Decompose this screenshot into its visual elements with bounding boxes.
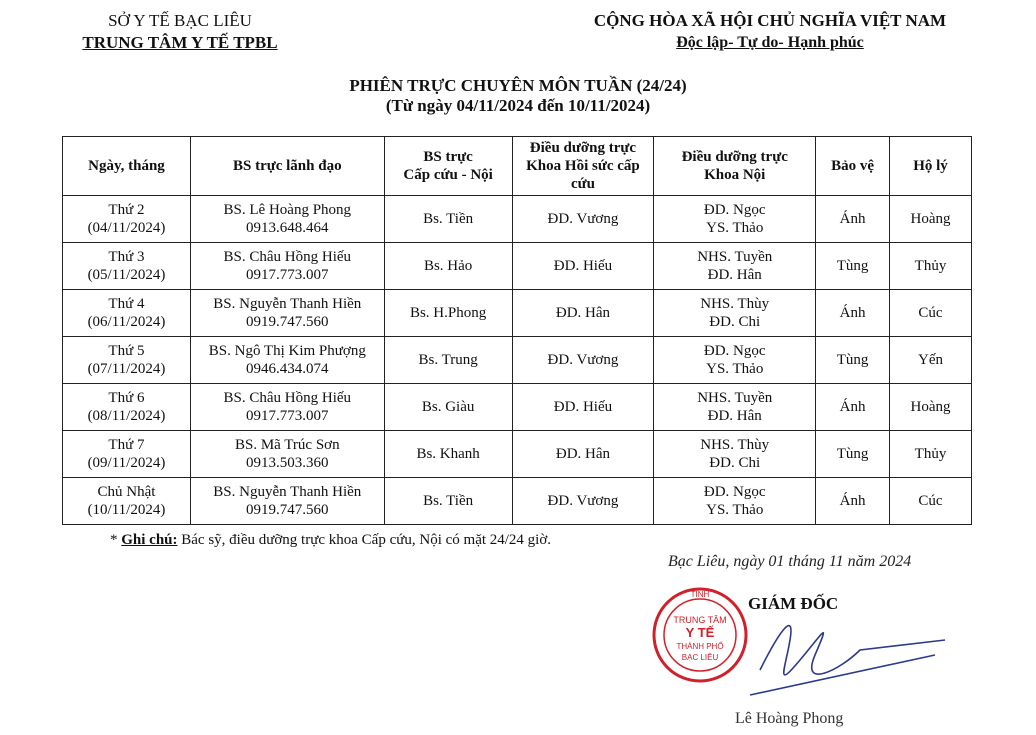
center-name: TRUNG TÂM Y TẾ TPBL (82, 33, 278, 52)
cell-text: Thứ 7 (108, 437, 145, 453)
cell-text: ĐD. Hân (707, 267, 762, 283)
cell-text: ĐD. Ngọc (703, 484, 766, 500)
cell-text: 0919.747.560 (246, 314, 329, 330)
table-row (63, 431, 972, 478)
cell-text: (10/11/2024) (87, 502, 166, 518)
cell-text: Chủ Nhật (97, 484, 156, 500)
icu-nurse-cell (512, 243, 654, 290)
document-title: PHIÊN TRỰC CHUYÊN MÔN TUẦN (24/24) (349, 76, 687, 95)
cell-text: Ánh (839, 305, 866, 321)
orderly-cell (890, 243, 972, 290)
cell-text: Yến (918, 352, 944, 368)
seal-top-text: TỈNH (690, 590, 710, 599)
cell-text: ĐD. Vương (547, 211, 619, 227)
guard-cell (816, 431, 890, 478)
cell-text: Tùng (836, 258, 869, 274)
cell-text: NHS. Tuyền (697, 390, 773, 406)
cell-text: BS. Ngô Thị Kim Phượng (208, 343, 366, 359)
column-header (384, 137, 512, 196)
nation-name: CỘNG HÒA XÃ HỘI CHỦ NGHĨA VIỆT NAM (593, 11, 947, 30)
guard-cell (816, 337, 890, 384)
table-row (63, 337, 972, 384)
guard-cell (816, 196, 890, 243)
national-header (560, 10, 980, 54)
cell-text: (06/11/2024) (87, 314, 166, 330)
table-row (63, 196, 972, 243)
leader-cell (190, 290, 384, 337)
cell-text: Cúc (918, 493, 943, 509)
cell-text: BS. Nguyễn Thanh Hiền (213, 484, 362, 500)
column-header (890, 137, 972, 196)
day-cell (63, 431, 191, 478)
internal-nurse-cell (654, 337, 816, 384)
cell-text: (07/11/2024) (87, 361, 166, 377)
cell-text: Hoàng (910, 399, 951, 415)
orderly-cell (890, 337, 972, 384)
table-header-row (63, 137, 972, 196)
day-cell (63, 290, 191, 337)
footnote-label: Ghi chú: (121, 532, 178, 548)
cell-text: ĐD. Hiếu (553, 399, 613, 415)
leader-cell (190, 431, 384, 478)
cell-text: NHS. Tuyền (697, 249, 773, 265)
cell-text: (04/11/2024) (87, 220, 166, 236)
orderly-cell (890, 384, 972, 431)
cell-text: Bs. Hảo (423, 258, 473, 274)
icu-nurse-cell (512, 337, 654, 384)
guard-cell (816, 290, 890, 337)
orderly-cell (890, 196, 972, 243)
day-cell (63, 243, 191, 290)
icu-nurse-cell (512, 384, 654, 431)
guard-cell (816, 384, 890, 431)
internal-nurse-cell (654, 431, 816, 478)
day-cell (63, 337, 191, 384)
column-header-line: Điều dưỡng trực (529, 140, 637, 156)
cell-text: BS. Lê Hoàng Phong (223, 202, 352, 218)
cell-text: Bs. Trung (418, 352, 478, 368)
cell-text: BS. Châu Hồng Hiếu (223, 249, 352, 265)
column-header (63, 137, 191, 196)
cell-text: ĐD. Hân (555, 305, 611, 321)
orderly-cell (890, 478, 972, 525)
cell-text: Thứ 6 (108, 390, 145, 406)
er-doctor-cell (384, 290, 512, 337)
issuing-authority (60, 10, 300, 54)
cell-text: ĐD. Vương (547, 352, 619, 368)
cell-text: Ánh (839, 399, 866, 415)
day-cell (63, 384, 191, 431)
cell-text: BS. Nguyễn Thanh Hiền (213, 296, 362, 312)
cell-text: 0917.773.007 (246, 267, 329, 283)
handwritten-signature-icon (720, 600, 950, 710)
cell-text: YS. Thảo (706, 361, 764, 377)
orderly-cell (890, 290, 972, 337)
cell-text: Bs. Tiền (423, 211, 474, 227)
day-cell (63, 196, 191, 243)
er-doctor-cell (384, 196, 512, 243)
er-doctor-cell (384, 337, 512, 384)
column-header (190, 137, 384, 196)
column-header-line: Hộ lý (913, 158, 948, 174)
column-header-line: Bảo vệ (831, 158, 875, 174)
column-header (654, 137, 816, 196)
cell-text: ĐD. Hân (555, 446, 611, 462)
table-row (63, 290, 972, 337)
cell-text: YS. Thảo (706, 502, 764, 518)
cell-text: ĐD. Chi (709, 455, 761, 471)
cell-text: 0913.503.360 (246, 455, 329, 471)
cell-text: Cúc (918, 305, 943, 321)
cell-text: NHS. Thùy (700, 437, 770, 453)
column-header-line: cứu (570, 176, 595, 192)
cell-text: Thủy (914, 258, 947, 274)
footnote: * Ghi chú: Bác sỹ, điều dưỡng trực khoa Cấp cứu, Nội có mặt 24/24 giờ. (110, 532, 552, 548)
cell-text: 0917.773.007 (246, 408, 329, 424)
cell-text: (08/11/2024) (87, 408, 166, 424)
cell-text: Thủy (914, 446, 947, 462)
document-date-range: (Từ ngày 04/11/2024 đến 10/11/2024) (385, 96, 651, 115)
cell-text: Thứ 2 (108, 202, 145, 218)
signer-position: GIÁM ĐỐC (748, 594, 839, 613)
internal-nurse-cell (654, 196, 816, 243)
internal-nurse-cell (654, 290, 816, 337)
cell-text: ĐD. Hiếu (553, 258, 613, 274)
cell-text: Tùng (836, 446, 869, 462)
cell-text: Tùng (836, 352, 869, 368)
icu-nurse-cell (512, 196, 654, 243)
duty-schedule-table (62, 136, 972, 525)
cell-text: (09/11/2024) (87, 455, 166, 471)
cell-text: Thứ 4 (108, 296, 145, 312)
column-header-line: Cấp cứu - Nội (403, 167, 493, 183)
column-header-line: BS trực lãnh đạo (232, 158, 342, 174)
seal-line-2: Y TẾ (685, 625, 715, 640)
cell-text: (05/11/2024) (87, 267, 166, 283)
seal-line-3: THÀNH PHỐ (676, 642, 724, 651)
signer-name: Lê Hoàng Phong (735, 710, 844, 727)
internal-nurse-cell (654, 243, 816, 290)
leader-cell (190, 243, 384, 290)
internal-nurse-cell (654, 384, 816, 431)
cell-text: NHS. Thùy (700, 296, 770, 312)
column-header-line: Điều dưỡng trực (681, 149, 788, 165)
leader-cell (190, 478, 384, 525)
er-doctor-cell (384, 243, 512, 290)
day-cell (63, 478, 191, 525)
column-header (512, 137, 654, 196)
er-doctor-cell (384, 431, 512, 478)
table-row (63, 478, 972, 525)
cell-text: Thứ 5 (108, 343, 145, 359)
place-and-date: Bạc Liêu, ngày 01 tháng 11 năm 2024 (668, 553, 912, 570)
cell-text: Ánh (839, 493, 866, 509)
cell-text: ĐD. Ngọc (703, 202, 766, 218)
column-header-line: Khoa Hồi sức cấp (526, 158, 640, 174)
guard-cell (816, 478, 890, 525)
er-doctor-cell (384, 384, 512, 431)
cell-text: Bs. Khanh (416, 446, 480, 462)
table-row (63, 384, 972, 431)
seal-line-4: BẠC LIÊU (681, 653, 719, 662)
cell-text: Hoàng (910, 211, 951, 227)
cell-text: ĐD. Ngọc (703, 343, 766, 359)
footnote-text: Bác sỹ, điều dưỡng trực khoa Cấp cứu, Nội có mặt 24/24 giờ. (181, 532, 552, 548)
table-row (63, 243, 972, 290)
department-name: SỞ Y TẾ BẠC LIÊU (108, 11, 252, 30)
leader-cell (190, 196, 384, 243)
column-header (816, 137, 890, 196)
icu-nurse-cell (512, 431, 654, 478)
icu-nurse-cell (512, 478, 654, 525)
cell-text: BS. Châu Hồng Hiếu (223, 390, 352, 406)
cell-text: ĐD. Vương (547, 493, 619, 509)
table-body (63, 196, 972, 525)
icu-nurse-cell (512, 290, 654, 337)
column-header-line: BS trực (423, 149, 473, 165)
orderly-cell (890, 431, 972, 478)
cell-text: 0919.747.560 (246, 502, 329, 518)
guard-cell (816, 243, 890, 290)
internal-nurse-cell (654, 478, 816, 525)
cell-text: Thứ 3 (108, 249, 145, 265)
cell-text: YS. Thảo (706, 220, 764, 236)
er-doctor-cell (384, 478, 512, 525)
cell-text: Bs. Giàu (421, 399, 475, 415)
cell-text: Ánh (839, 211, 866, 227)
column-header-line: Khoa Nội (704, 167, 766, 183)
nation-motto: Độc lập- Tự do- Hạnh phúc (676, 34, 864, 51)
cell-text: 0946.434.074 (246, 361, 329, 377)
column-header-line: Ngày, tháng (88, 158, 165, 174)
cell-text: ĐD. Chi (709, 314, 761, 330)
cell-text: 0913.648.464 (246, 220, 329, 236)
cell-text: BS. Mã Trúc Sơn (234, 437, 340, 453)
seal-line-1: TRUNG TÂM (673, 615, 727, 625)
leader-cell (190, 337, 384, 384)
cell-text: Bs. Tiền (423, 493, 474, 509)
leader-cell (190, 384, 384, 431)
cell-text: ĐD. Hân (707, 408, 762, 424)
cell-text: Bs. H.Phong (409, 305, 487, 321)
